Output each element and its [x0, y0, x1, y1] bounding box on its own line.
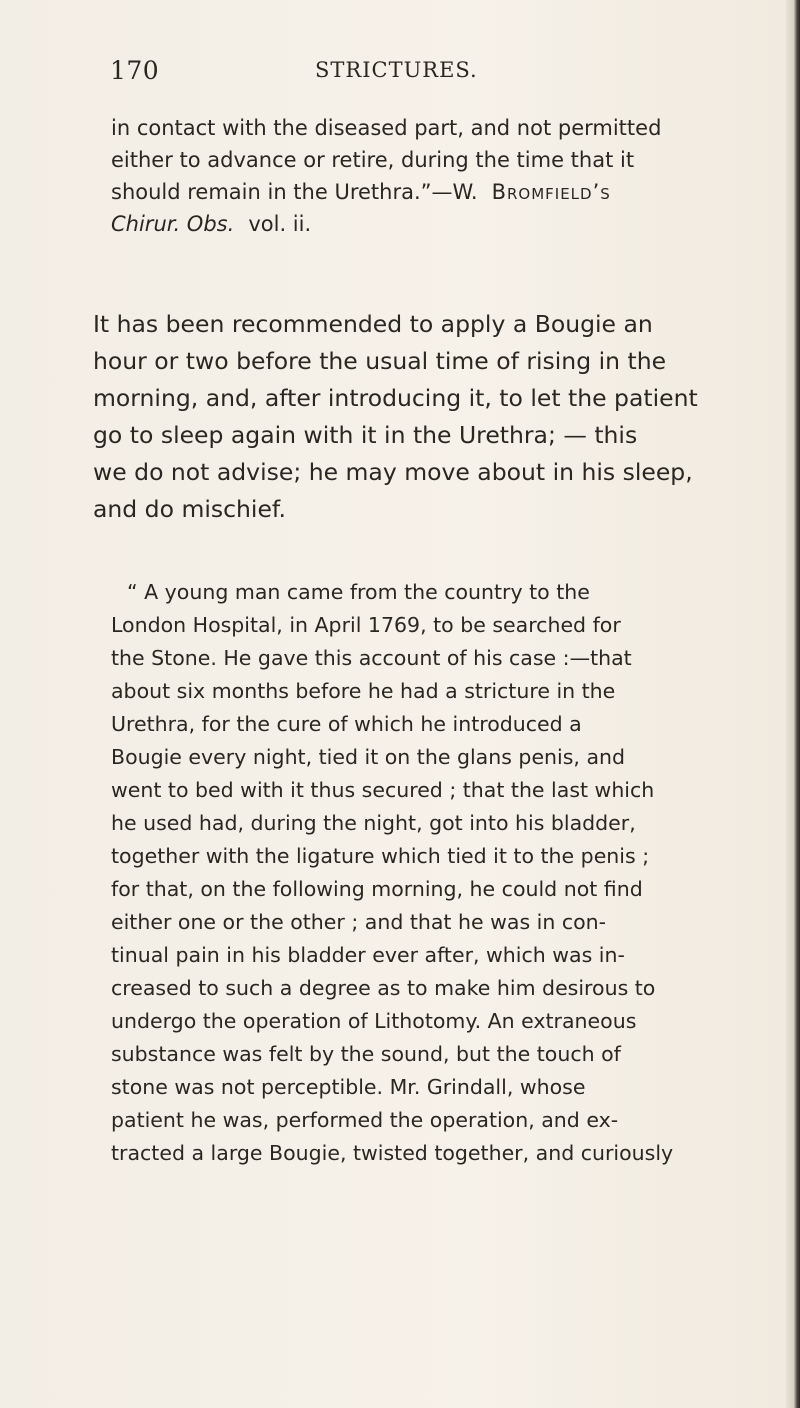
text-line: Urethra, for the cure of which he introduced a — [111, 712, 582, 736]
author-name: Bromfield’s — [491, 180, 611, 204]
text-line: tracted a large Bougie, twisted together, and curiously — [111, 1141, 674, 1165]
text-line: undergo the operation of Lithotomy. An extraneous — [111, 1009, 637, 1033]
quote-closing-text: should remain in the Urethra.”—W. — [111, 180, 478, 204]
text-line: either to advance or retire, during the time that it — [111, 148, 635, 172]
text-line: the Stone. He gave this account of his case :—that — [111, 646, 632, 670]
running-title: STRICTURES. — [315, 58, 478, 82]
text-line: we do not advise; he may move about in his sleep, — [93, 458, 693, 486]
text-line: about six months before he had a stricture in the — [111, 679, 616, 703]
text-line: he used had, during the night, got into his bladder, — [111, 811, 636, 835]
text-line: Bougie every night, tied it on the glans penis, and — [111, 745, 626, 769]
text-line: and do mischief. — [93, 495, 286, 523]
text-line: went to bed with it thus secured ; that the last which — [111, 778, 655, 802]
text-line: hour or two before the usual time of rising in the — [93, 347, 667, 375]
text-line: either one or the other ; and that he was in con- — [111, 910, 607, 934]
page-header — [110, 56, 770, 96]
volume-reference: vol. ii. — [248, 212, 312, 236]
text-line: go to sleep again with it in the Urethra; — this — [93, 421, 638, 449]
text-line: morning, and, after introducing it, to let the patient — [93, 384, 698, 412]
text-line: creased to such a degree as to make him desirous to — [111, 976, 656, 1000]
text-line: for that, on the following morning, he could not find — [111, 877, 643, 901]
work-title: Chirur. Obs. — [111, 212, 235, 236]
text-line: It has been recommended to apply a Bougie an — [93, 310, 653, 338]
text-line: tinual pain in his bladder ever after, which was in- — [111, 943, 625, 967]
text-line: in contact with the diseased part, and not permitted — [111, 116, 662, 140]
page-number: 170 — [110, 56, 160, 85]
text-line: together with the ligature which tied it to the penis ; — [111, 844, 650, 868]
text-line — [111, 212, 311, 236]
text-line — [111, 180, 611, 204]
text-line: London Hospital, in April 1769, to be searched for — [111, 613, 621, 637]
text-line: stone was not perceptible. Mr. Grindall, whose — [111, 1075, 586, 1099]
page-edge-shadow — [786, 0, 800, 1408]
text-line: patient he was, performed the operation, and ex- — [111, 1108, 619, 1132]
text-line: “ A young man came from the country to the — [127, 580, 590, 604]
text-line: substance was felt by the sound, but the touch of — [111, 1042, 621, 1066]
